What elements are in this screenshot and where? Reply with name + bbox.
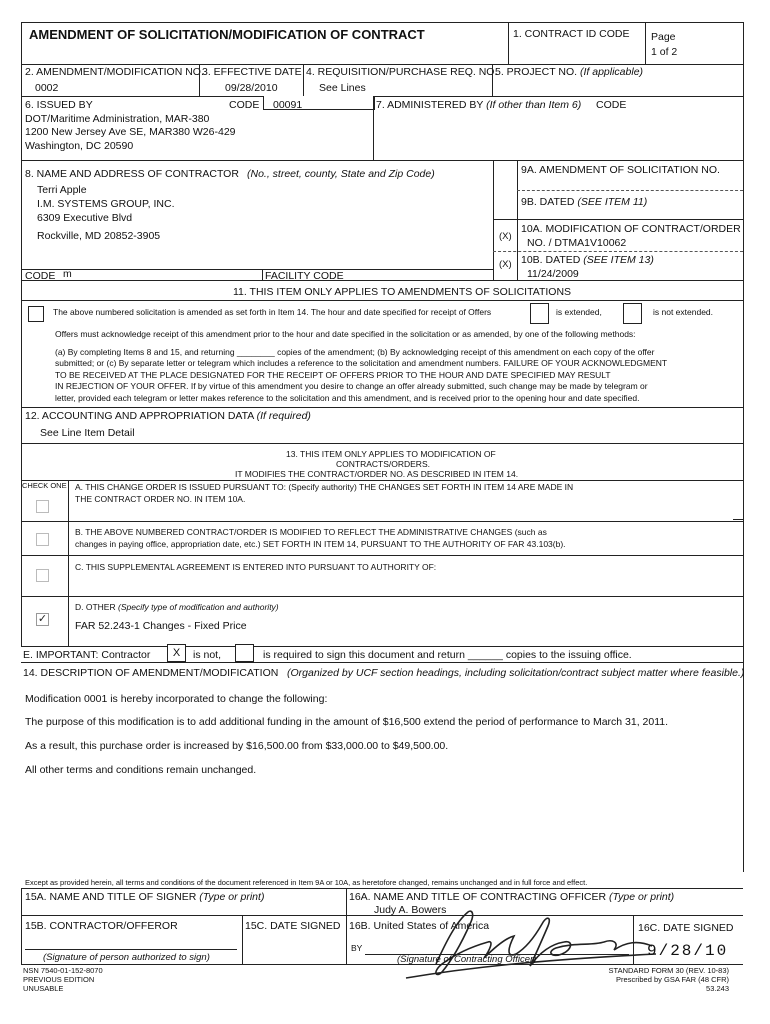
16a-label: 16A. NAME AND TITLE OF CONTRACTING OFFICER (Type or print) <box>349 891 675 903</box>
9b-dated-label: 9B. DATED (SEE ITEM 11) <box>521 196 648 208</box>
item13-title1: 13. THIS ITEM ONLY APPLIES TO MODIFICATION OF <box>286 449 496 459</box>
effective-date-label: 3. EFFECTIVE DATE <box>202 66 302 78</box>
option-d-label: D. OTHER (Specify type of modification and authority) <box>75 602 279 612</box>
nsn-line2: PREVIOUS EDITION <box>23 975 95 984</box>
not-extended-checkbox[interactable] <box>623 303 642 324</box>
option-b-checkbox[interactable] <box>36 533 49 546</box>
important-label: E. IMPORTANT: Contractor <box>23 649 151 661</box>
item13-title3: IT MODIFIES THE CONTRACT/ORDER NO. AS DESCRIBED IN ITEM 14. <box>235 469 519 479</box>
item11-p5: IN REJECTION OF YOUR OFFER. If by virtue of this amendment you desire to change an offer already submitted, such change may be made by telegram or <box>55 381 648 391</box>
item11-p6: letter, provided each telegram or letter makes reference to the solicitation and this amendment, and is received prior to the opening hour and date specified. <box>55 393 640 403</box>
facility-code-label: FACILITY CODE <box>265 270 344 282</box>
issued-address-2: 1200 New Jersey Ave SE, MAR380 W26-429 <box>25 126 236 138</box>
is-required-checkbox[interactable] <box>235 644 254 662</box>
administered-code-label: CODE <box>596 99 627 111</box>
option-c-checkbox[interactable] <box>36 569 49 582</box>
issued-code-label: CODE <box>229 99 260 111</box>
contractor-note: (No., street, county, State and Zip Code) <box>247 168 435 180</box>
requisition-value: See Lines <box>319 82 366 94</box>
issued-address-1: DOT/Maritime Administration, MAR-380 <box>25 113 210 125</box>
option-a-line1: A. THIS CHANGE ORDER IS ISSUED PURSUANT TO: (Specify authority) THE CHANGES SET FORTH IN ITEM 14 ARE MADE IN <box>75 482 574 492</box>
not-extended-label: is not extended. <box>653 307 714 317</box>
option-d-value: FAR 52.243-1 Changes - Fixed Price <box>75 620 247 632</box>
10b-label: 10B. DATED (SEE ITEM 13) <box>521 254 654 266</box>
check-one-label: CHECK ONE <box>22 481 67 490</box>
issued-code-value: 00091 <box>273 99 303 111</box>
amend-label: 2. AMENDMENT/MODIFICATION NO. <box>25 66 204 78</box>
item14-note: (Organized by UCF section headings, including solicitation/contract subject matter where feasible.) <box>287 667 745 679</box>
x-marker-10a: (X) <box>499 231 512 242</box>
option-d-checkbox[interactable] <box>36 613 49 626</box>
contractor-label: 8. NAME AND ADDRESS OF CONTRACTOR <box>25 168 239 180</box>
important-rest: is required to sign this document and return ______ copies to the issuing office. <box>263 649 632 661</box>
frame-left <box>21 22 22 646</box>
item12-value: See Line Item Detail <box>40 427 135 439</box>
16b-label: 16B. United States of America <box>349 920 490 932</box>
item12-label: 12. ACCOUNTING AND APPROPRIATION DATA (If required) <box>25 410 311 422</box>
is-not-label: is not, <box>193 649 222 661</box>
contract-id-label: 1. CONTRACT ID CODE <box>513 28 630 40</box>
extended-label: is extended, <box>556 307 602 317</box>
item11-p2: (a) By completing Items 8 and 15, and returning ________ copies of the amendment; (b) By acknowledging receipt of this amendment on each copy of the offer <box>55 347 655 357</box>
item11-p3: submitted; or (c) By separate letter or telegram which includes a reference to the solicitation and amendment numbers. FAILURE OF YOUR ACKNOWLEDGMENT <box>55 358 668 368</box>
item11-title: 11. THIS ITEM ONLY APPLIES TO AMENDMENTS OF SOLICITATIONS <box>233 286 572 298</box>
10a-label: 10A. MODIFICATION OF CONTRACT/ORDER <box>521 223 741 235</box>
option-c-line1: C. THIS SUPPLEMENTAL AGREEMENT IS ENTERED INTO PURSUANT TO AUTHORITY OF: <box>75 562 437 572</box>
contractor-name: Terri Apple <box>37 184 87 196</box>
contractor-code-value: m <box>63 268 72 280</box>
contractor-company: I.M. SYSTEMS GROUP, INC. <box>37 198 175 210</box>
x-marker-10b: (X) <box>499 259 512 270</box>
amendment-of-solicitation-label: 9A. AMENDMENT OF SOLICITATION NO. <box>521 164 720 176</box>
amend-value: 0002 <box>35 82 59 94</box>
form-title: AMENDMENT OF SOLICITATION/MODIFICATION OF CONTRACT <box>29 27 425 42</box>
sf-line1: STANDARD FORM 30 (REV. 10-83) <box>608 966 729 975</box>
administered-label: 7. ADMINISTERED BY (If other than Item 6) <box>376 99 582 111</box>
15a-label: 15A. NAME AND TITLE OF SIGNER (Type or print) <box>25 891 265 903</box>
item11-p1: Offers must acknowledge receipt of this amendment prior to the hour and date specified in the solicitation or as amended, by one of the following methods: <box>55 329 636 339</box>
signature-16-caption: (Signature of Contracting Officer) <box>397 954 537 965</box>
solicitation-checkbox[interactable] <box>28 306 44 322</box>
item14-line3: As a result, this purchase order is increased by $16,500.00 from $33,000.00 to $49,500.00. <box>25 740 449 752</box>
x-mark: X <box>172 647 181 659</box>
10a-value: NO. / DTMA1V10062 <box>527 237 627 249</box>
15b-label: 15B. CONTRACTOR/OFFEROR <box>25 920 178 932</box>
item14-label: 14. DESCRIPTION OF AMENDMENT/MODIFICATION <box>23 667 279 679</box>
option-b-line1: B. THE ABOVE NUMBERED CONTRACT/ORDER IS MODIFIED TO REFLECT THE ADMINISTRATIVE CHANGES (such as <box>75 527 547 537</box>
signature-15-caption: (Signature of person authorized to sign) <box>43 952 210 963</box>
page-value: 1 of 2 <box>651 46 678 58</box>
project-label: 5. PROJECT NO. (If applicable) <box>495 66 644 78</box>
nsn-line3: UNUSABLE <box>23 984 64 993</box>
item14-line1: Modification 0001 is hereby incorporated to change the following: <box>25 693 328 705</box>
16a-value: Judy A. Bowers <box>374 904 447 916</box>
item13-title2: CONTRACTS/ORDERS. <box>336 459 430 469</box>
is-not-checkbox[interactable] <box>167 644 186 662</box>
15c-label: 15C. DATE SIGNED <box>245 920 341 932</box>
16c-value: 9/28/10 <box>647 942 729 960</box>
effective-date-value: 09/28/2010 <box>225 82 278 94</box>
item14-line2: The purpose of this modification is to add additional funding in the amount of $16,500 extend the period of performance to March 31, 2011. <box>25 716 669 728</box>
item14-line4: All other terms and conditions remain unchanged. <box>25 764 257 776</box>
requisition-label: 4. REQUISITION/PURCHASE REQ. NO. <box>306 66 498 78</box>
check-mark-icon: ✓ <box>37 613 48 625</box>
10b-value: 11/24/2009 <box>527 268 579 280</box>
sf-line3: 53.243 <box>706 984 729 993</box>
frame-top <box>21 22 743 23</box>
option-b-line2: changes in paying office, appropriation date, etc.) SET FORTH IN ITEM 14, PURSUANT TO THE AUTHORITY OF FAR 43.103(b). <box>75 539 566 549</box>
page-label: Page <box>651 31 676 43</box>
contractor-street: 6309 Executive Blvd <box>37 212 133 224</box>
except-note: Except as provided herein, all terms and conditions of the document referenced in Item 9A or 10A, as heretofore changed, remains unchanged and in full force and effect. <box>25 878 588 887</box>
by-label: BY <box>351 943 363 953</box>
issued-address-3: Washington, DC 20590 <box>25 140 134 152</box>
sf30-form <box>21 22 743 1002</box>
sf-line2: Prescribed by GSA FAR (48 CFR) <box>616 975 729 984</box>
extended-checkbox[interactable] <box>530 303 549 324</box>
issued-by-label: 6. ISSUED BY <box>25 99 93 111</box>
nsn-line1: NSN 7540-01-152-8070 <box>23 966 103 975</box>
contractor-city: Rockville, MD 20852-3905 <box>37 230 161 242</box>
option-a-line2: THE CONTRACT ORDER NO. IN ITEM 10A. <box>75 494 246 504</box>
item11-line1: The above numbered solicitation is amended as set forth in Item 14. The hour and date specified for receipt of Offers <box>53 307 492 317</box>
frame-right <box>743 22 744 872</box>
16c-label: 16C. DATE SIGNED <box>638 922 734 934</box>
contractor-code-label: CODE <box>25 270 56 282</box>
option-a-checkbox[interactable] <box>36 500 49 513</box>
item11-p4: TO BE RECEIVED AT THE PLACE DESIGNATED FOR THE RECEIPT OF OFFERS PRIOR TO THE HOUR AND DATE SPECIFIED MAY RESULT <box>55 370 611 380</box>
